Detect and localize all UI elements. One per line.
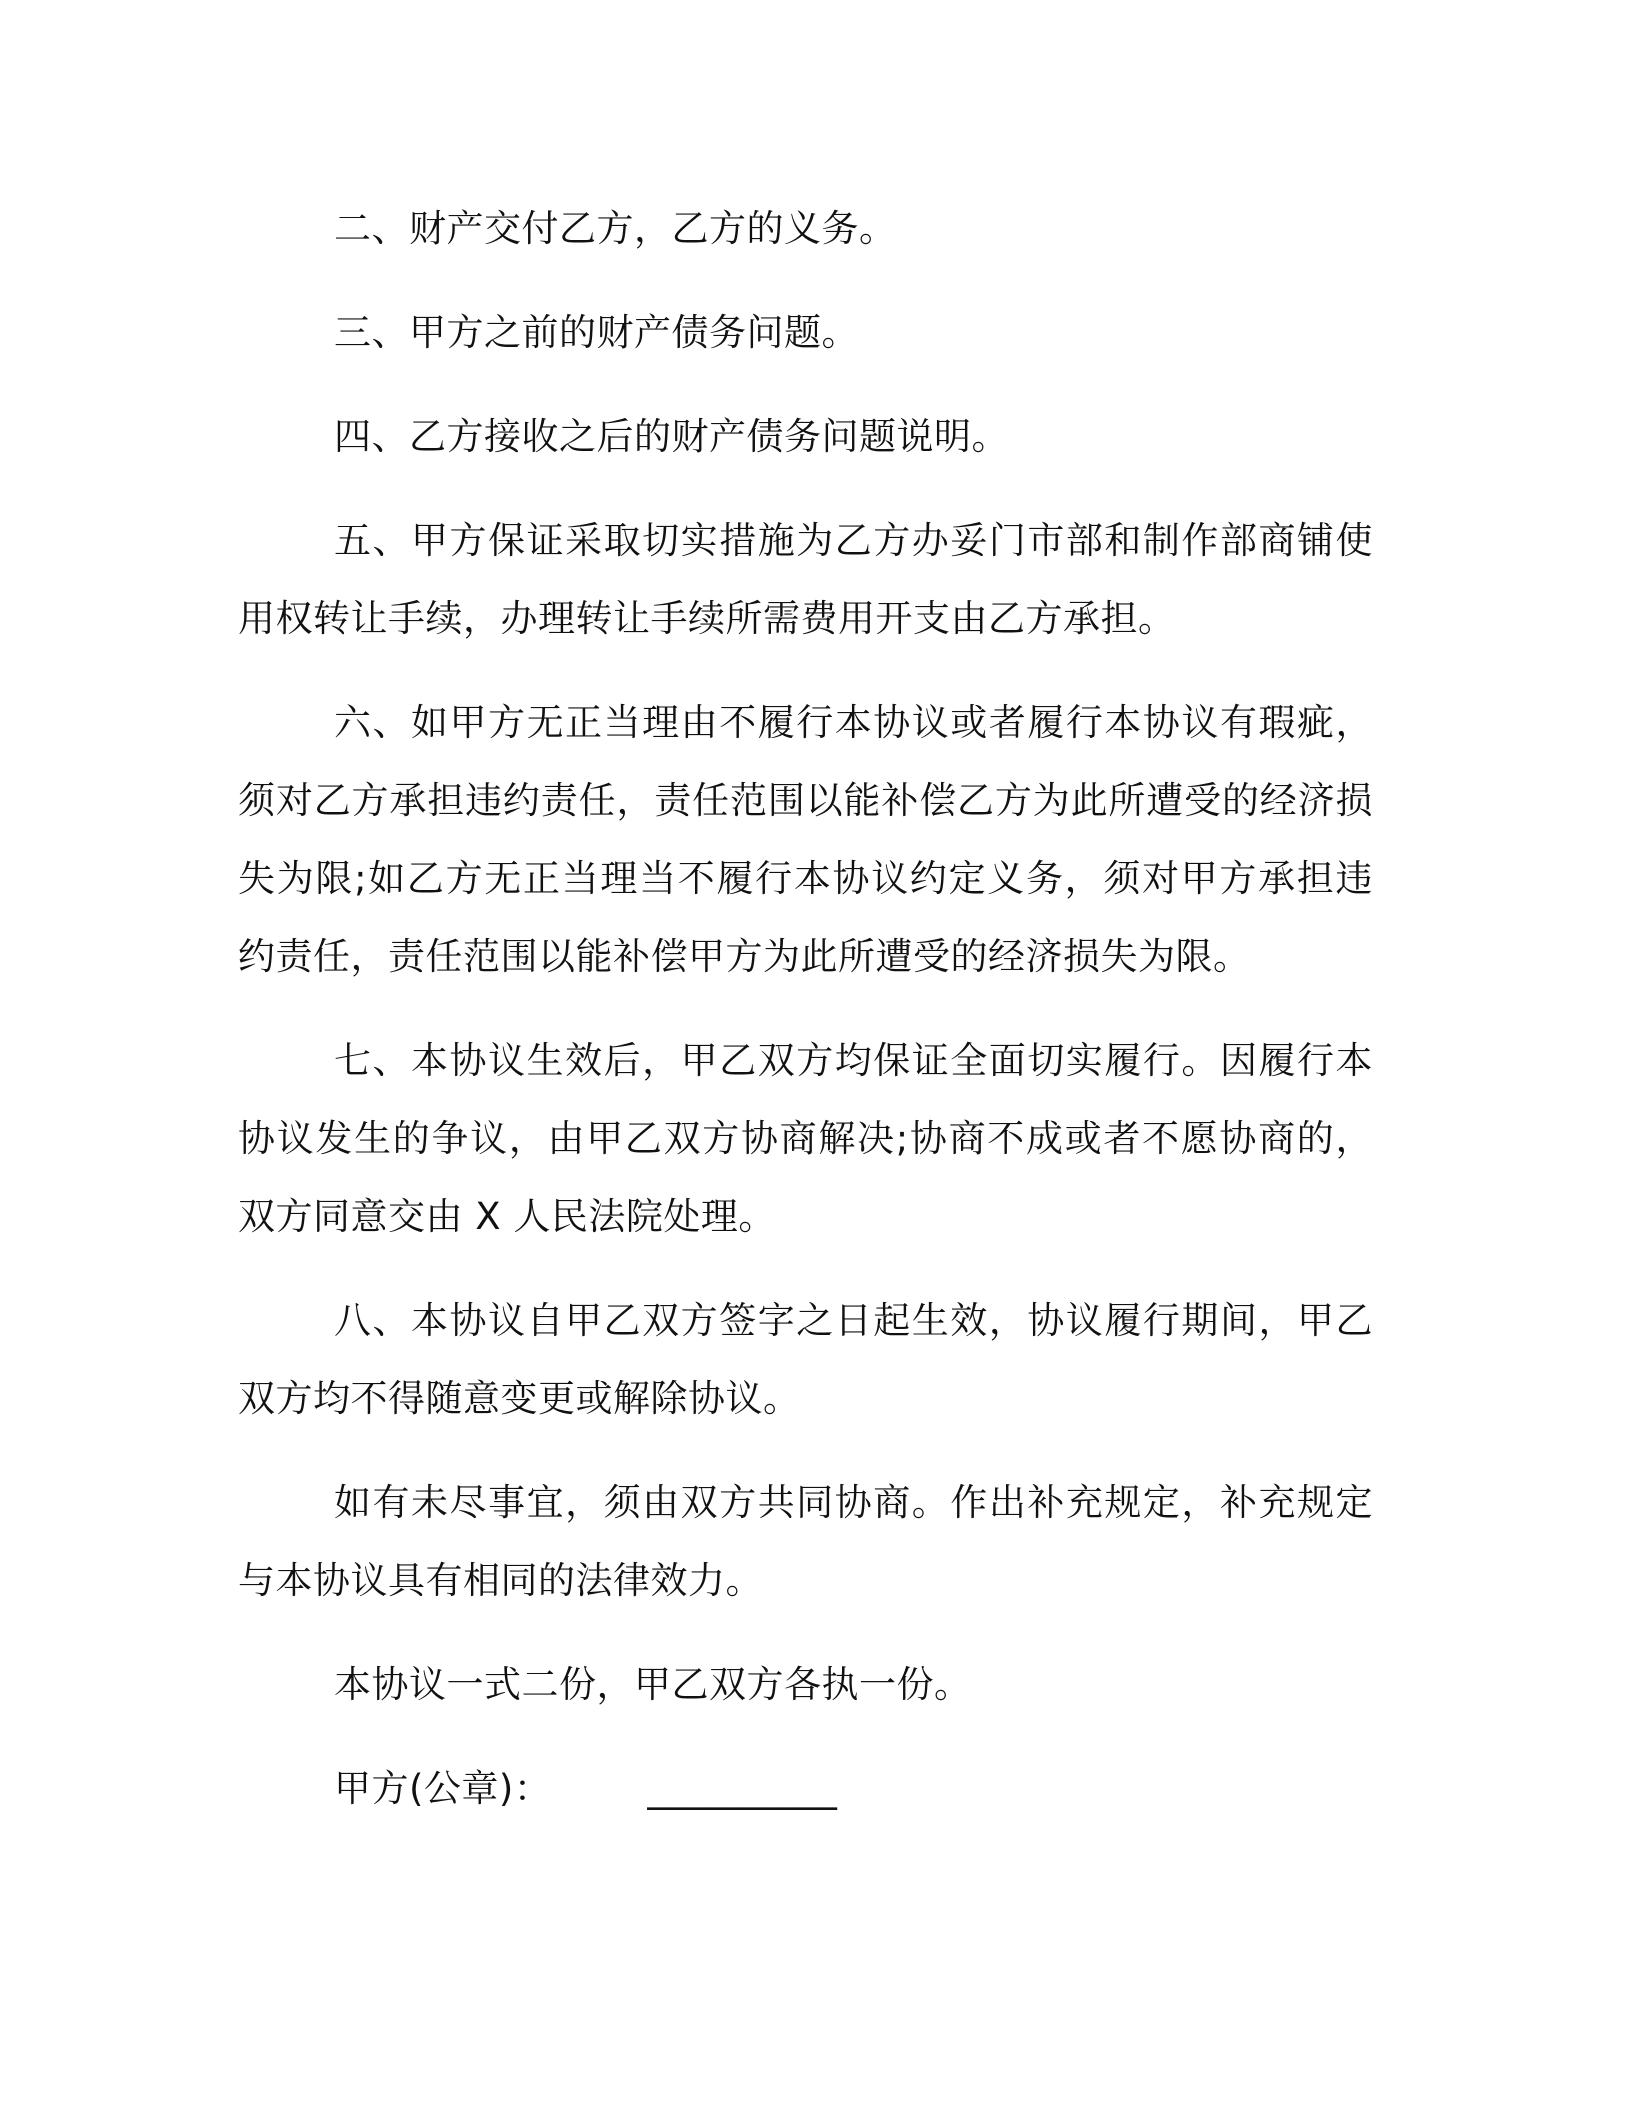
document-page	[238, 190, 1373, 1854]
clause-5: 五、甲方保证采取切实措施为乙方办妥门市部和制作部商铺使用权转让手续，办理转让手续所需费用开支由乙方承担。	[238, 519, 1373, 640]
clause-7: 七、本协议生效后，甲乙双方均保证全面切实履行。因履行本协议发生的争议，由甲乙双方协商解决;协商不成或者不愿协商的，双方同意交由 X 人民法院处理。	[238, 1039, 1373, 1238]
signature-line	[238, 1750, 1373, 1828]
clause-6: 六、如甲方无正当理由不履行本协议或者履行本协议有瑕疵，须对乙方承担违约责任，责任范围以能补偿乙方为此所遭受的经济损失为限;如乙方无正当理当不履行本协议约定义务，须对甲方承担违约责任，责任范围以能补偿甲方为此所遭受的经济损失为限。	[238, 701, 1373, 978]
clause-4: 四、乙方接收之后的财产债务问题说明。	[334, 415, 1009, 458]
clause-8: 八、本协议自甲乙双方签字之日起生效，协议履行期间，甲乙双方均不得随意变更或解除协议。	[238, 1299, 1373, 1420]
clause-3: 三、甲方之前的财产债务问题。	[334, 311, 859, 354]
party-a-seal-label: 甲方(公章)：	[334, 1767, 552, 1810]
copies-clause: 本协议一式二份，甲乙双方各执一份。	[334, 1663, 972, 1706]
clause-2: 二、财产交付乙方，乙方的义务。	[334, 207, 897, 250]
supplementary-clause: 如有未尽事宜，须由双方共同协商。作出补充规定，补充规定与本协议具有相同的法律效力。	[238, 1481, 1373, 1602]
party-a-signature-blank: __________	[647, 1767, 838, 1810]
